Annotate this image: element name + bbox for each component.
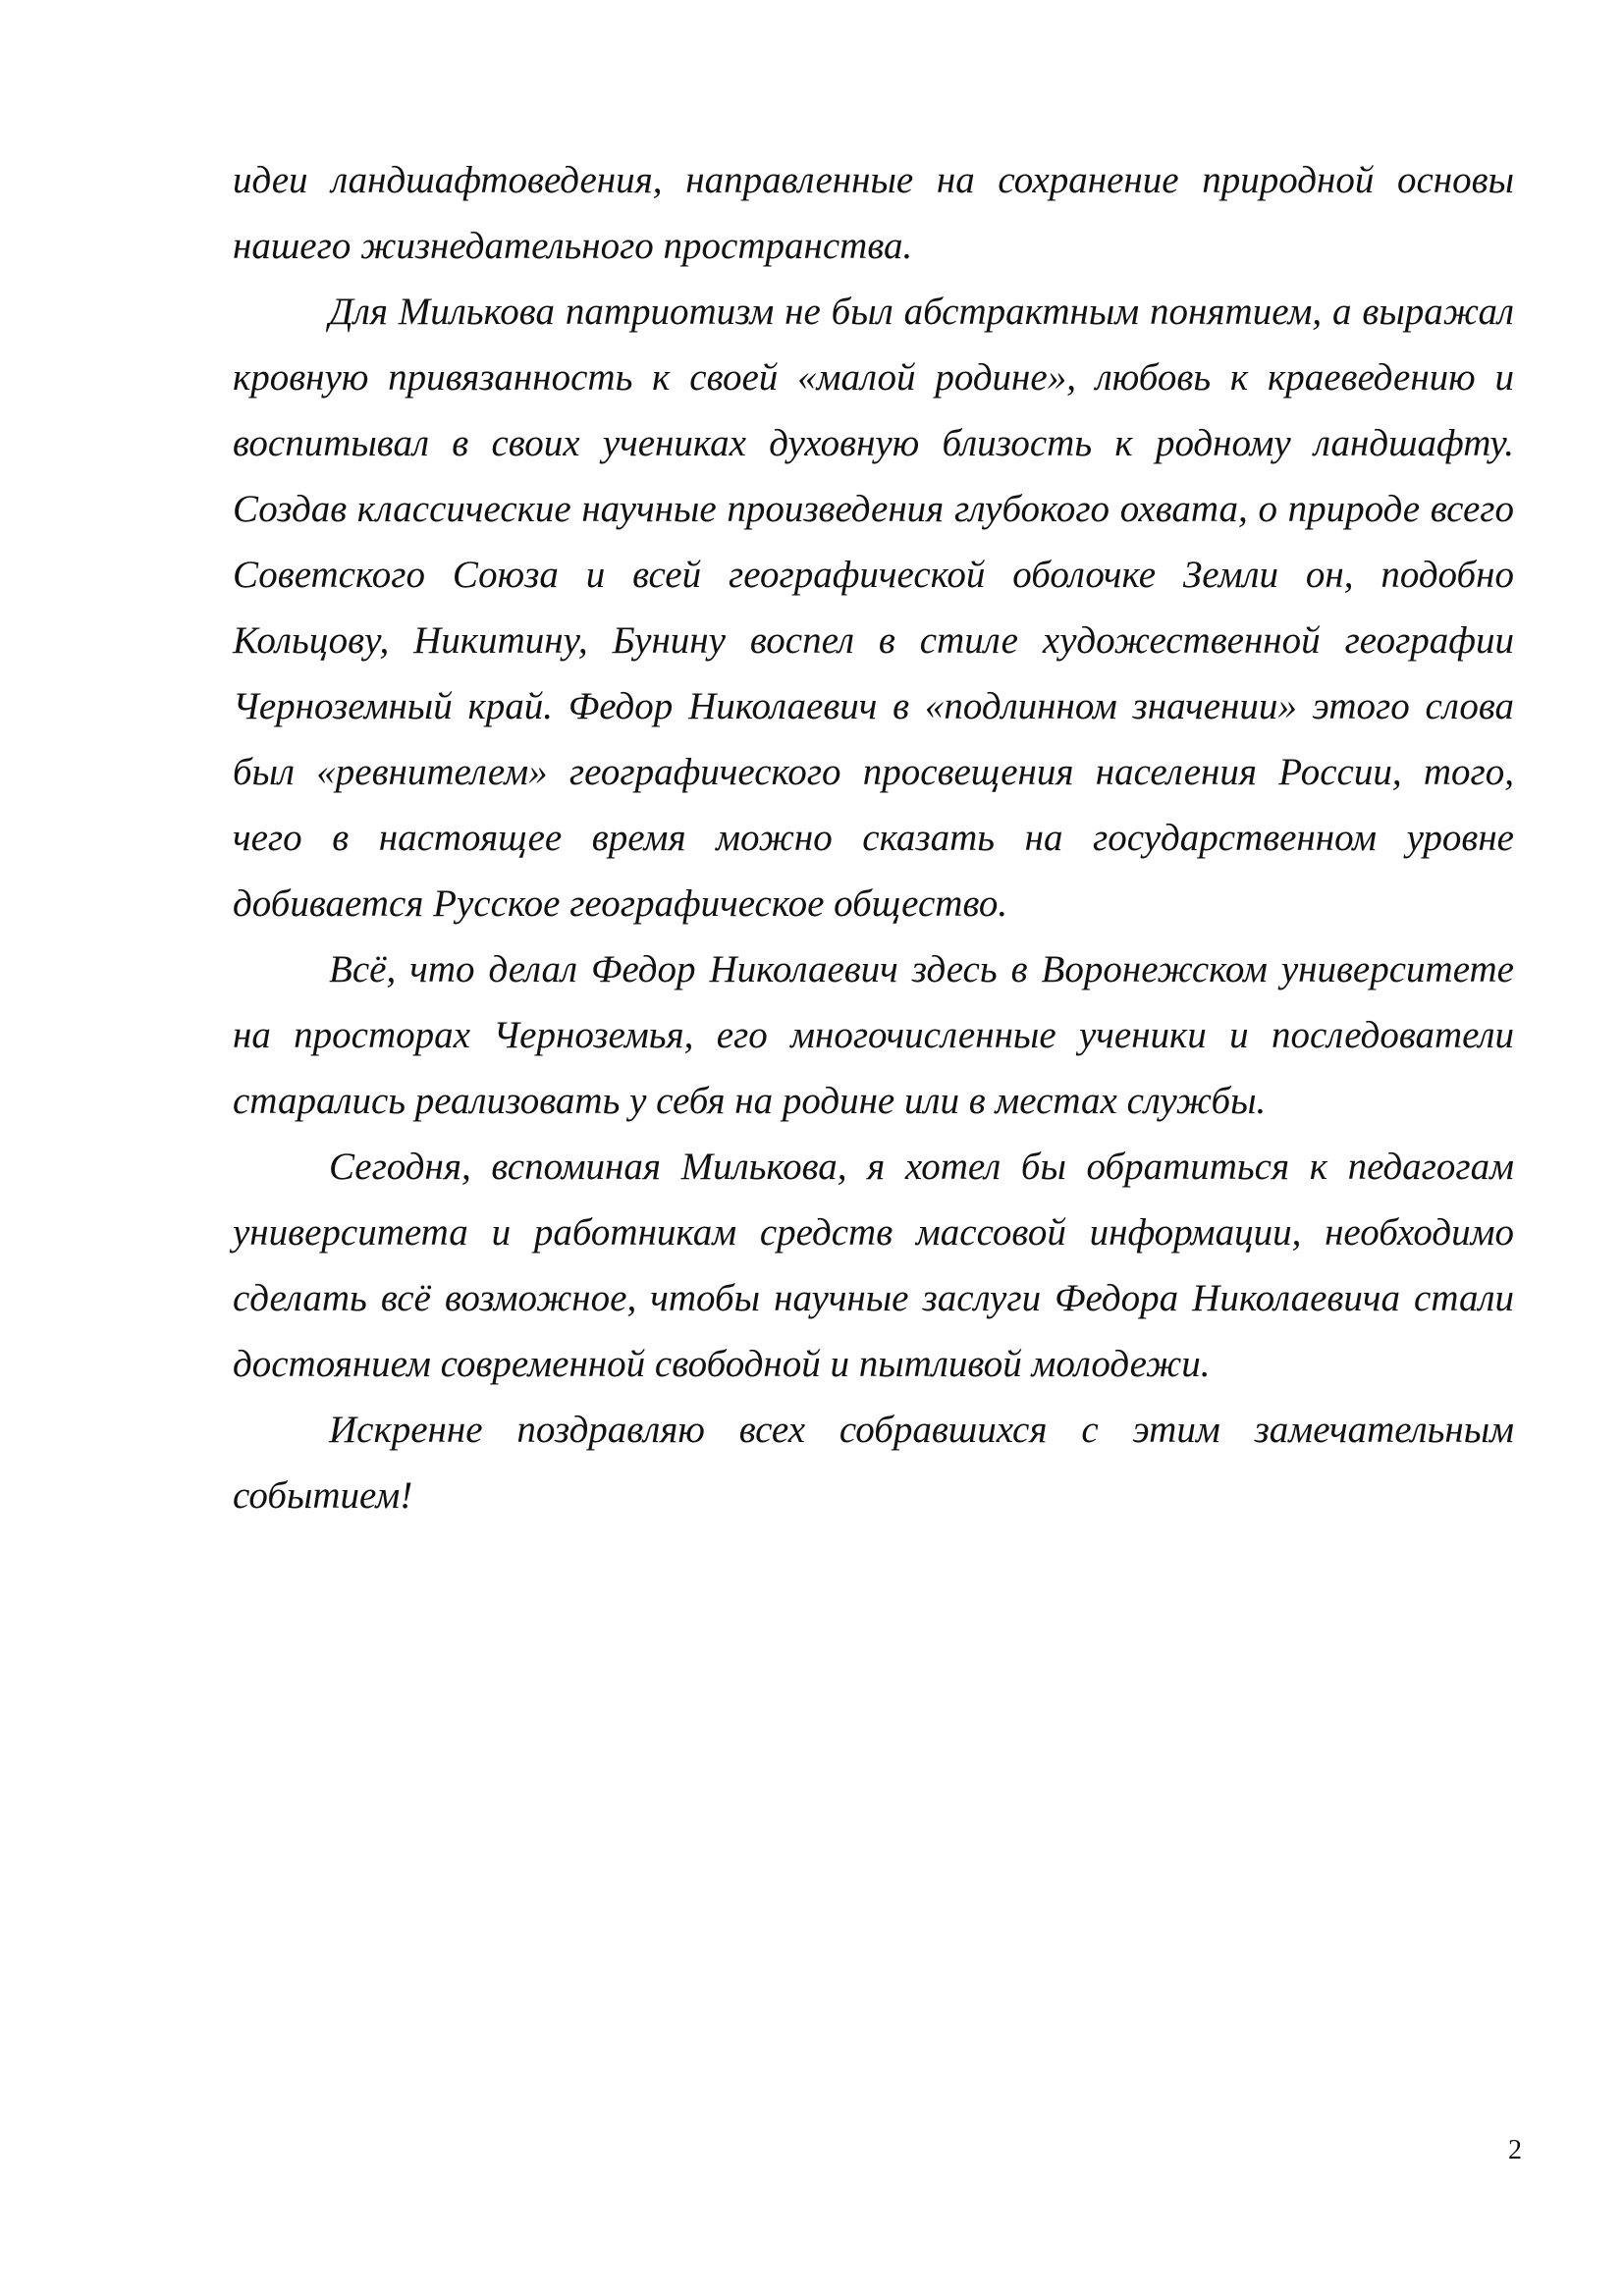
paragraph-continuation: идеи ландшафтоведения, направленные на сохранение природной основы нашего жизнедательного пространства. — [233, 159, 1514, 267]
page-number: 2 — [1508, 2135, 1522, 2165]
paragraph-university: Всё, что делал Федор Николаевич здесь в Воронежском университете на просторах Черноземья, его многочисленные ученики и последователи старались реализовать у себя на родине или в местах службы. — [233, 948, 1514, 1122]
body-text — [233, 147, 1514, 1528]
paragraph-congratulation: Искренне поздравляю всех собравшихся с этим замечательным событием! — [233, 1409, 1514, 1517]
paragraph-appeal: Сегодня, вспоминая Милькова, я хотел бы обратиться к педагогам университета и работникам средств массовой информации, необходимо сделать всё возможное, чтобы научные заслуги Федора Николаевича стали достоянием современной свободной и пытливой молодежи. — [233, 1146, 1514, 1385]
paragraph-patriotism: Для Милькова патриотизм не был абстрактным понятием, а выражал кровную привязанность к своей «малой родине», любовь к краеведению и воспитывал в своих учениках духовную близость к родному ландшафту. Создав классические научные произведения глубокого охвата, о природе всего Советского Союза и всей географической оболочке Земли он, подобно Кольцову, Никитину, Бунину воспел в стиле художественной географии Черноземный край. Федор Николаевич в «подлинном значении» этого слова был «ревнителем» географического просвещения населения России, того, чего в настоящее время можно сказать на государственном уровне добивается Русское географическое общество. — [233, 291, 1514, 925]
